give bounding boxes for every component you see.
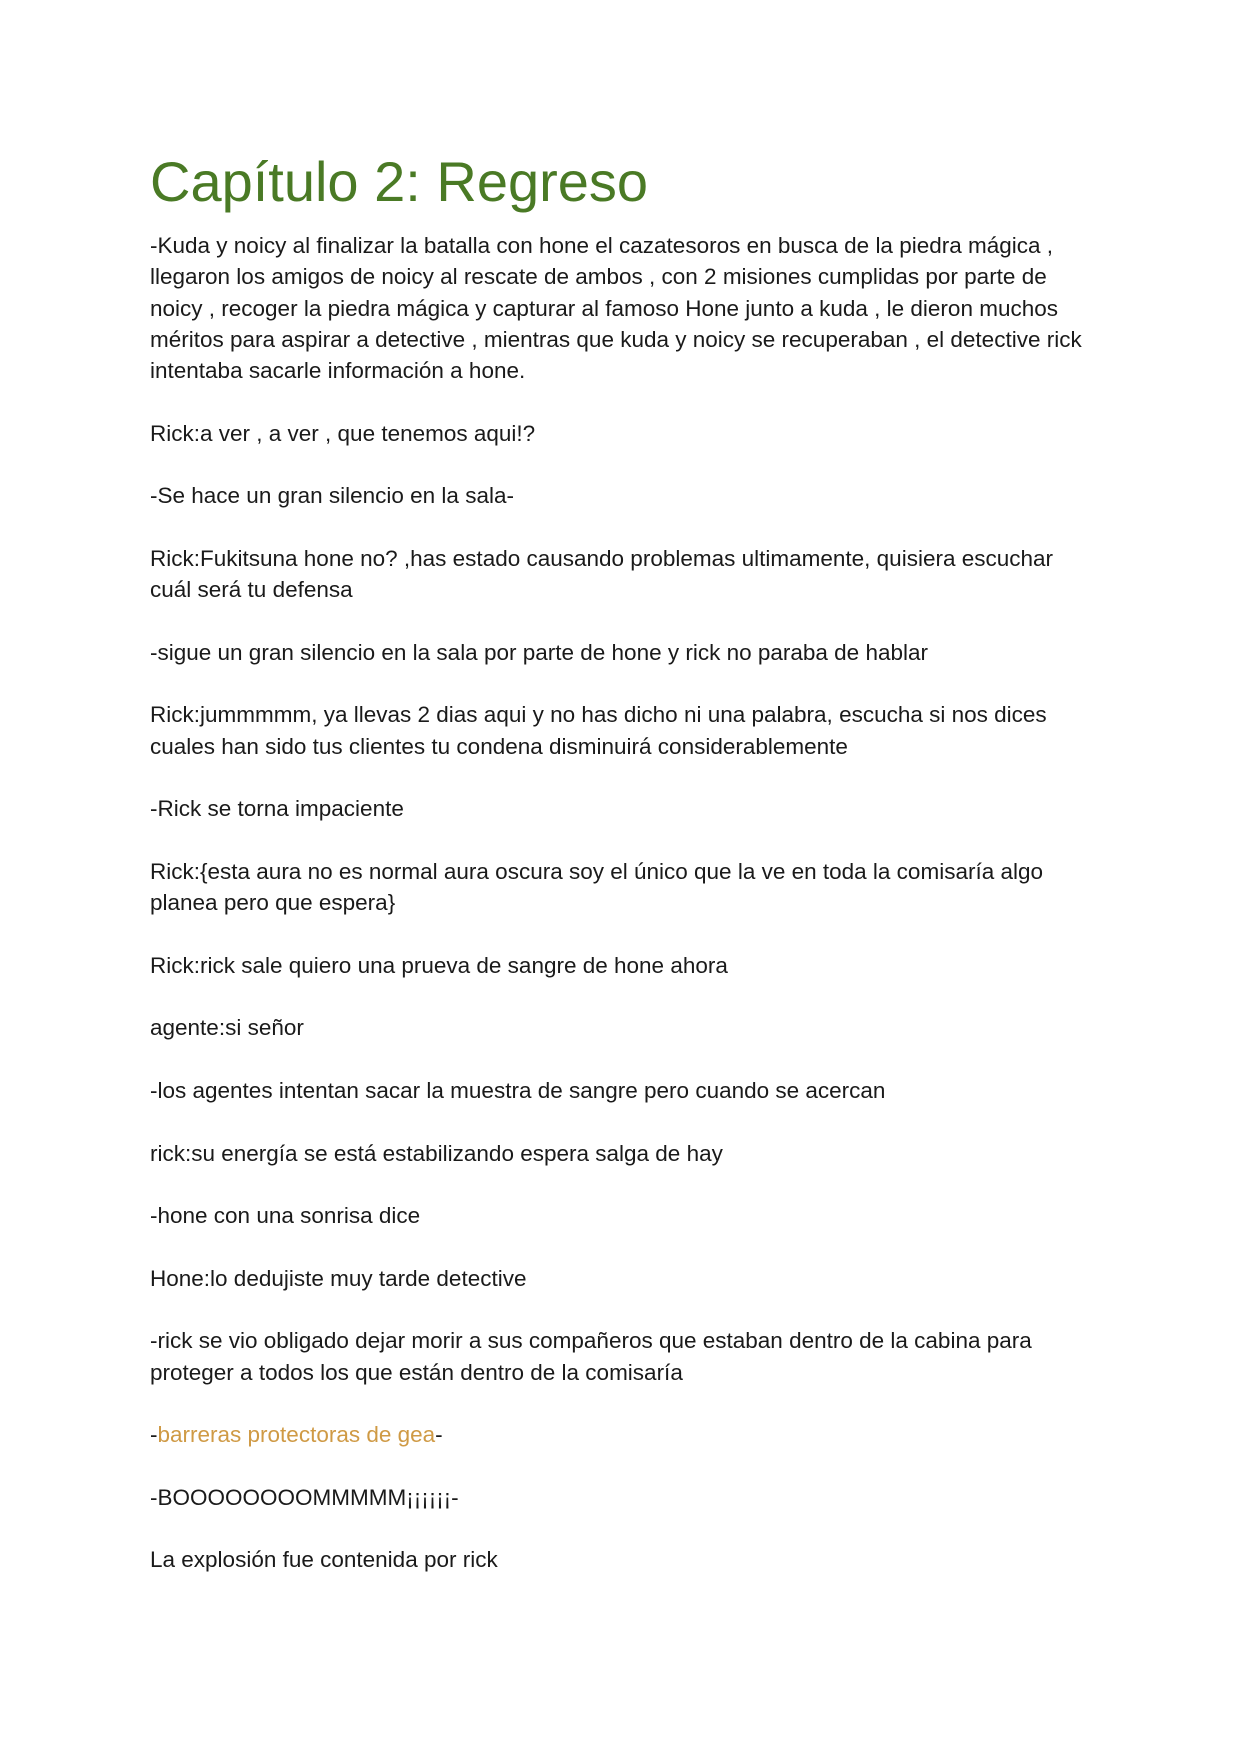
paragraph: -los agentes intentan sacar la muestra de sangre pero cuando se acercan [150, 1078, 886, 1104]
paragraph: -BOOOOOOOOMMMMM¡¡¡¡¡¡- [150, 1484, 459, 1510]
paragraph: -hone con una sonrisa dice [150, 1203, 421, 1229]
paragraph: -rick se vio obligado dejar morir a sus compañeros que estaban dentro de la cabina para proteger a todos los que están dentro de la comisaría [150, 1328, 1032, 1385]
paragraph: Hone:lo dedujiste muy tarde detective [150, 1265, 527, 1291]
paragraph: -Rick se torna impaciente [150, 796, 404, 822]
chapter-body [150, 230, 1090, 1607]
paragraph: -Se hace un gran silencio en la sala- [150, 483, 514, 509]
paragraph: La explosión fue contenida por rick [150, 1547, 498, 1573]
paragraph: Rick:jummmmm, ya llevas 2 dias aqui y no has dicho ni una palabra, escucha si nos dices cuales han sido tus clientes tu condena disminuirá considerablemente [150, 702, 1047, 759]
highlighted-text: barreras protectoras de gea [157, 1422, 436, 1448]
paragraph: Rick:Fukitsuna hone no? ,has estado causando problemas ultimamente, quisiera escuchar cuál será tu defensa [150, 545, 1054, 603]
highlighted-paragraph [150, 1419, 1090, 1450]
paragraph: Rick:a ver , a ver , que tenemos aqui!? [150, 420, 536, 446]
highlight-prefix: - [150, 1422, 158, 1448]
paragraph: Rick:rick sale quiero una prueva de sangre de hone ahora [150, 952, 728, 978]
paragraph: -Kuda y noicy al finalizar la batalla con hone el cazatesoros en busca de la piedra mágica , llegaron los amigos de noicy al rescate de ambos , con 2 misiones cumplidas por parte de noicy , recoger la piedra mágica y capturar al famoso Hone junto a kuda , le dieron muchos méritos para aspirar a detective , mientras que kuda y noicy se recuperaban , el detective rick intentaba sacarle información a hone. [150, 233, 1082, 384]
paragraph: -sigue un gran silencio en la sala por parte de hone y rick no paraba de hablar [150, 639, 928, 665]
highlight-suffix: - [435, 1422, 443, 1448]
paragraph: rick:su energía se está estabilizando espera salga de hay [150, 1140, 723, 1166]
chapter-title: Capítulo 2: Regreso [150, 150, 649, 213]
paragraph: agente:si señor [150, 1015, 304, 1041]
paragraph: Rick:{esta aura no es normal aura oscura soy el único que la ve en toda la comisaría algo planea pero que espera} [150, 858, 1044, 916]
